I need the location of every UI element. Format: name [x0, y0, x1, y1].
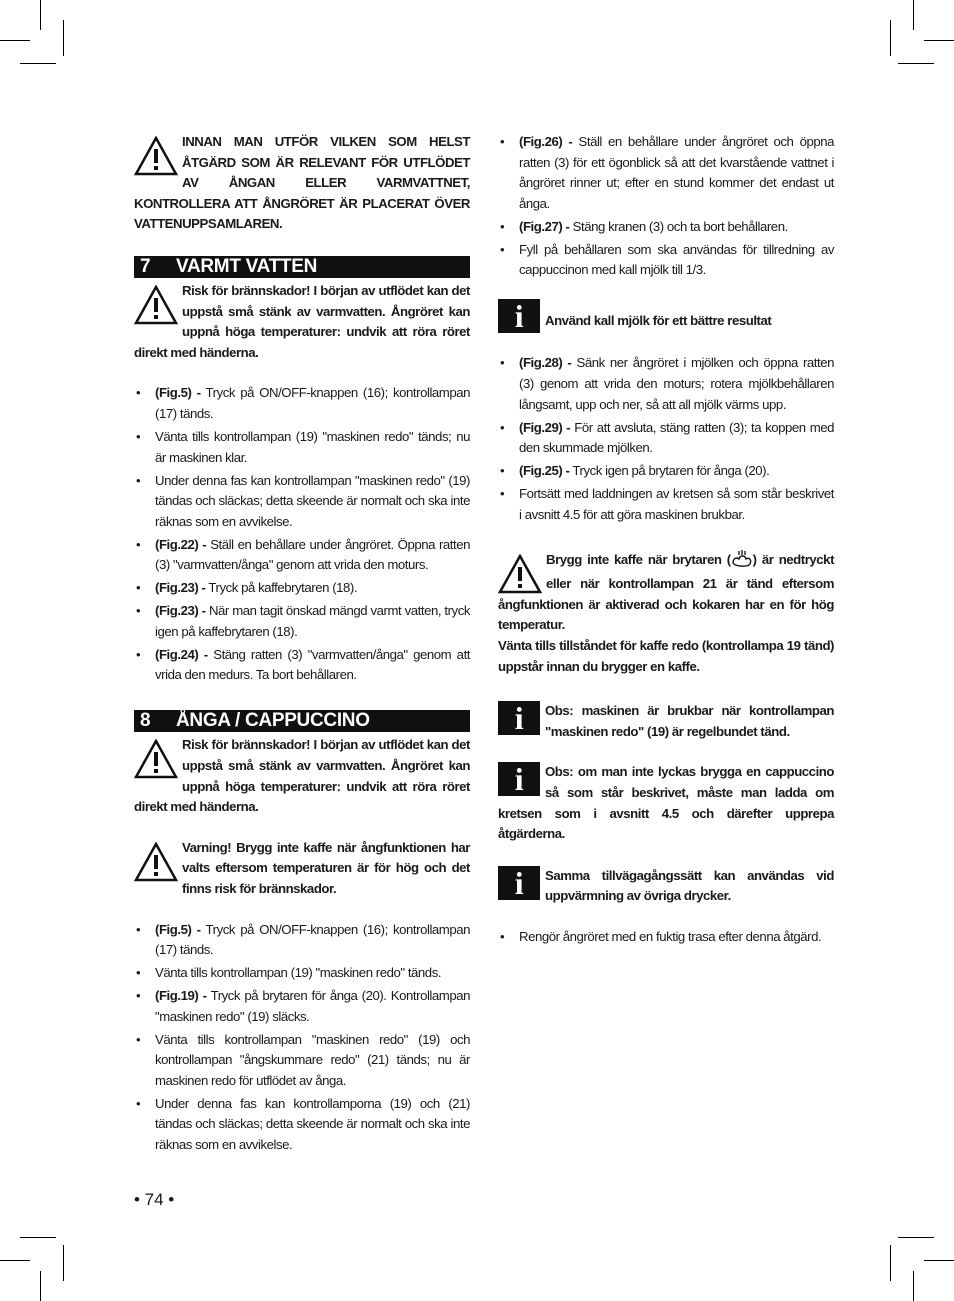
warning-text: Risk för brännskador! I början av utflödet kan det uppstå små stänk av varmvatten. Ångröret kan uppnå höga temperaturer: undvik att röra röret direkt med händerna. — [134, 282, 470, 360]
list-item: • Vänta tills kontrollampan "maskinen redo" (19) och kontrollampan "ångskummare redo" (21) tänds; nu är maskinen redo för utflödet av ånga. — [134, 1030, 470, 1092]
list-item: • Under denna fas kan kontrollamporna (19) och (21) tändas och släckas; detta skeende är normalt och ska inte räknas som en avvikelse. — [134, 1094, 470, 1156]
section-heading-8 — [134, 710, 470, 732]
bullet-list — [498, 132, 834, 281]
crop-mark — [63, 20, 64, 56]
section-heading-7 — [134, 256, 470, 278]
crop-mark — [924, 40, 954, 41]
warning-text: INNAN MAN UTFÖR VILKEN SOM HELST ÅTGÄRD SOM ÄR RELEVANT FÖR UTFLÖDET AV ÅNGAN ELLER VARMVATTNET, KONTROLLERA ATT ÅNGRÖRET ÄR PLACERAT ÖVER VATTENUPPSAMLAREN. — [134, 134, 470, 232]
list-item: • (Fig.25) - Tryck igen på brytaren för ånga (20). — [498, 461, 834, 482]
steam-icon — [731, 550, 753, 575]
list-item: • (Fig.5) - Tryck på ON/OFF-knappen (16); kontrollampan (17) tänds. — [134, 920, 470, 961]
section-number: 8 — [140, 710, 151, 732]
crop-mark — [0, 1260, 30, 1261]
info-text: Obs: maskinen är brukbar när kontrollampan "maskinen redo" (19) är regelbundet tänd. — [545, 703, 834, 739]
warning-block-coffee — [498, 550, 834, 678]
info-block-3 — [498, 866, 834, 907]
list-item: • (Fig.22) - Ställ en behållare under ångröret. Öppna ratten (3) "varmvatten/ånga" genom att vrida den moturs. — [134, 535, 470, 576]
warning-text-2: Vänta tills tillståndet för kaffe redo (kontrollampa 19 tänd) uppstår innan du brygger en kaffe. — [498, 638, 834, 674]
list-item: • Vänta tills kontrollampan (19) "maskinen redo" tänds. — [134, 963, 470, 984]
info-icon: i — [498, 866, 540, 900]
crop-mark — [20, 63, 56, 64]
list-item: • Vänta tills kontrollampan (19) "maskinen redo" tänds; nu är maskinen klar. — [134, 427, 470, 468]
warning-text: Risk för brännskador! I början av utflödet kan det uppstå små stänk av varmvatten. Ångröret kan uppnå höga temperaturer: undvik att röra röret direkt med händerna. — [134, 737, 470, 815]
list-item: • (Fig.26) - Ställ en behållare under ångröret och öppna ratten (3) för ett ögonblick så att det kvarstående vattnet i ångröret rinner ut; efter en stund kommer det endast ut ånga. — [498, 132, 834, 214]
warning-triangle-icon — [134, 285, 178, 325]
list-item: • (Fig.27) - Stäng kranen (3) och ta bort behållaren. — [498, 217, 834, 238]
info-icon: i — [498, 299, 540, 333]
bullet-list — [134, 920, 470, 1156]
section-title: VARMT VATTEN — [176, 255, 317, 277]
list-item: • (Fig.29) - För att avsluta, stäng ratten (3); ta koppen med den skummade mjölken. — [498, 418, 834, 459]
crop-mark — [63, 1245, 64, 1281]
warning-triangle-icon — [134, 136, 178, 176]
warning-text: Varning! Brygg inte kaffe när ångfunktionen har valts eftersom temperaturen är för hög och det finns risk för brännskador. — [182, 839, 470, 896]
crop-mark — [913, 0, 914, 30]
warning-text: ) är nedtryckt eller när kontrollampan 21 är tänd eftersom ångfunktionen är aktiverad och kokaren har en för hög temperatur. — [498, 551, 835, 633]
warning-triangle-icon — [134, 842, 178, 882]
section-title: ÅNGA / CAPPUCCINO — [176, 710, 370, 732]
info-icon: i — [498, 762, 540, 796]
info-text: Använd kall mjölk för ett bättre resultat — [545, 313, 772, 329]
crop-mark — [913, 1271, 914, 1301]
list-item: • Fortsätt med laddningen av kretsen så som står beskrivet i avsnitt 4.5 för att göra maskinen brukbar. — [498, 484, 834, 525]
list-item: • (Fig.19) - Tryck på brytaren för ånga (20). Kontrollampan "maskinen redo" (19) släcks. — [134, 986, 470, 1027]
info-text: Samma tillvägagångssätt kan användas vid uppvärmning av övriga drycker. — [545, 867, 834, 904]
info-text: Obs: om man inte lyckas brygga en cappuccino så som står beskrivet, måste man ladda om kretsen som i avsnitt 4.5 och därefter upprepa åtgärderna. — [498, 764, 834, 842]
warning-block-burn — [134, 735, 470, 817]
warning-block-steam — [134, 838, 470, 900]
left-column — [134, 132, 470, 1158]
warning-block-top — [134, 132, 470, 235]
info-icon: i — [498, 701, 540, 735]
right-column — [498, 132, 834, 950]
crop-mark — [40, 1271, 41, 1301]
warning-triangle-icon — [134, 739, 178, 779]
list-item: • (Fig.28) - Sänk ner ångröret i mjölken och öppna ratten (3) genom att vrida den moturs; rotera mjölkbehållaren långsamt, upp och ner, så att all mjölk värms upp. — [498, 353, 834, 415]
list-item: • (Fig.24) - Stäng ratten (3) "varmvatten/ånga" genom att vrida den medurs. Ta bort behållaren. — [134, 645, 470, 686]
list-item: • Rengör ångröret med en fuktig trasa efter denna åtgärd. — [498, 927, 834, 948]
crop-mark — [0, 40, 30, 41]
bullet-list — [134, 383, 470, 686]
info-block-1 — [498, 701, 834, 742]
warning-text: Brygg inte kaffe när brytaren ( — [546, 551, 731, 567]
info-block-milk — [498, 299, 834, 333]
crop-mark — [20, 1237, 56, 1238]
crop-mark — [898, 63, 934, 64]
crop-mark — [40, 0, 41, 30]
info-block-2 — [498, 762, 834, 844]
bullet-list — [498, 353, 834, 525]
section-number: 7 — [140, 255, 151, 277]
warning-block-burn — [134, 281, 470, 363]
crop-mark — [890, 1245, 891, 1281]
warning-triangle-icon — [498, 554, 542, 594]
crop-mark — [924, 1260, 954, 1261]
list-item: • Fyll på behållaren som ska användas för tillredning av cappuccinon med kall mjölk till 1/3. — [498, 240, 834, 281]
list-item: • (Fig.23) - När man tagit önskad mängd varmt vatten, tryck igen på kaffebrytaren (18). — [134, 601, 470, 642]
bullet-list — [498, 927, 834, 948]
page-number: • 74 • — [134, 1190, 175, 1209]
list-item: • (Fig.5) - Tryck på ON/OFF-knappen (16); kontrollampan (17) tänds. — [134, 383, 470, 424]
list-item: • Under denna fas kan kontrollampan "maskinen redo" (19) tändas och släckas; detta skeende är normalt och ska inte räknas som en avvikelse. — [134, 471, 470, 533]
crop-mark — [890, 20, 891, 56]
list-item: • (Fig.23) - Tryck på kaffebrytaren (18). — [134, 578, 470, 599]
crop-mark — [898, 1237, 934, 1238]
